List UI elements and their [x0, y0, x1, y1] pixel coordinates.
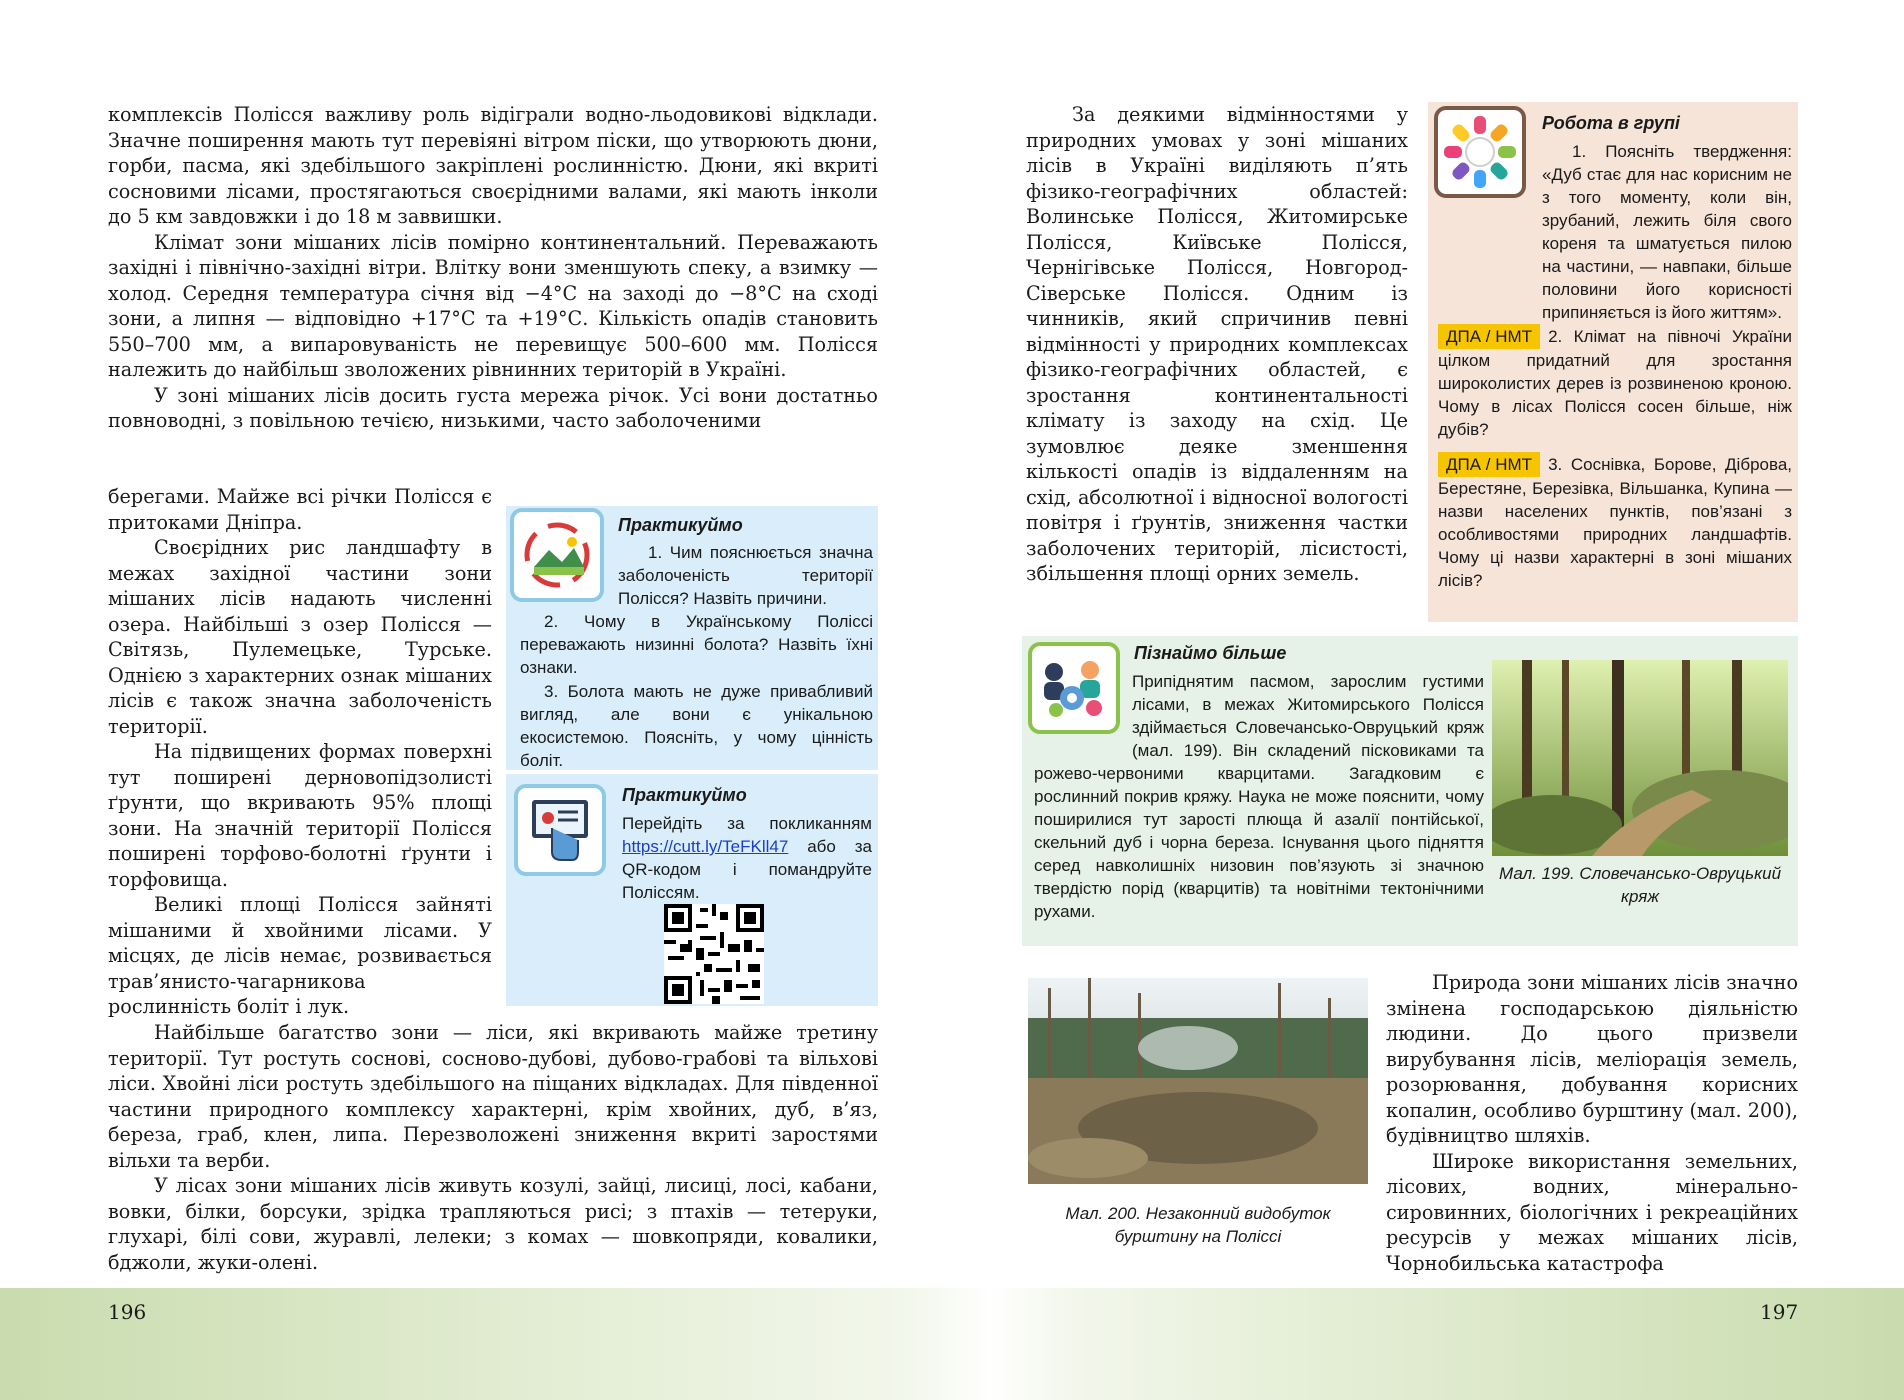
left-text-narrow [108, 484, 492, 1020]
group-work-title: Робота в групі [1542, 113, 1680, 133]
paragraph: комплексів Полісся важливу роль відіграли водно-льодовикові відклади. Значне поширення мають тут перевіяні вітром піски, що утворюють дюни, горби, пасма, які здебільшого закріплені рослинністю. Дюни, які вкриті сосновими лісами, простягаються своєрідними валами, які мають інколи до 5 км завдовжки і до 18 м заввишки. [108, 103, 878, 228]
touch-screen-icon [514, 784, 606, 876]
paragraph: За деякими відмінностями у природних умовах у зоні мішаних лісів в Україні виділяють п’ять фізико-географічних областей: Волинське Полісся, Житомирське Полісся, Київське Полісся, Чернігівське Полісся, Новгород-Сіверське Полісся. Одним із чинників, який спричинив певні відмінності у природних комплексах фізико-географічних областей, є зростання континентальності клімату із заходу на схід. Це зумовлює деяке зменшення кількості опадів із віддаленням на схід, абсолютної і відносної вологості повітря і ґрунтів, зниження частки заболочених територій, лісистості, збільшення площі орних земель. [1026, 103, 1408, 585]
practice-box-2 [506, 774, 878, 1006]
cycle-landscape-icon [510, 508, 604, 602]
practice-title: Практикуймо [622, 785, 747, 805]
paragraph: Широке використання земельних, лісових, водних, мінерально-сировинних, біологічних і рекреаційних ресурсів у межах мішаних лісів, Чорнобильська катастрофа [1386, 1149, 1798, 1275]
photo-199-ridge [1492, 660, 1788, 856]
page-number-left: 196 [108, 1300, 147, 1324]
page-number-right: 197 [1760, 1300, 1799, 1324]
paragraph: У лісах зони мішаних лісів живуть козулі, зайці, лисиці, лосі, кабани, вовки, білки, борсуки, зрідка трапляються рисі; з птахів — тетеруки, глухарі, білі сови, журавлі, лелеки; з комах — шовкопряди, ковалики, бджоли, жуки-олені. [108, 1174, 878, 1274]
hands-circle-icon [1434, 106, 1526, 198]
group-question-3-text: 3. Соснівка, Борове, Діброва, Берестяне, Березівка, Вільшанка, Купина — назви населених пунктів, пов’язані з особливостями природних ландшафтів. Чому ці назви характерні в зоні мішаних лісів? [1438, 455, 1792, 590]
paragraph: Природа зони мішаних лісів значно змінена господарською діяльністю людини. До цього призвели вирубування лісів, меліорація земель, розорювання, добування корисних копалин, особливо бурштину (мал. 200), будівництво шляхів. [1386, 971, 1798, 1147]
paragraph: берегами. Майже всі річки Полісся є притоками Дніпра. [108, 485, 492, 534]
figure-200-caption: Мал. 200. Незаконний видобуток бурштину на Поліссі [1065, 1204, 1331, 1246]
paragraph: Своєрідних рис ландшафту в межах західної частини зони мішаних лісів надають численні озера. Найбільші з озер Полісся — Світязь, Пулемецьке, Турське. Однією з характерних ознак мішаних лісів є також значна заболоченість території. [108, 536, 492, 738]
right-text-bottom [1386, 970, 1798, 1276]
practice-text-after: або за QR-кодом і помандруйте Поліссям. [622, 837, 872, 902]
footer-band [0, 1288, 1904, 1400]
group-question-2 [1438, 324, 1792, 441]
group-question-3 [1438, 452, 1792, 592]
qr-code-icon[interactable] [664, 904, 764, 1004]
group-question-2-text: 2. Клімат на півночі України цілком придатний для зростання широколистих дерев із розвиненою кроною. Чому в лісах Полісся сосен більше, ніж дубів? [1438, 327, 1792, 439]
photo-200-amber-mining [1028, 978, 1368, 1184]
practice-link[interactable]: https://cutt.ly/TeFKll47 [622, 837, 789, 856]
dpa-nmt-badge: ДПА / НМТ [1438, 452, 1540, 477]
left-text-top [108, 102, 878, 434]
paragraph: Великі площі Полісся зайняті мішаними й хвойними лісами. У місцях, де лісів немає, розвивається трав’янисто-чагарникова рослинність боліт і лук. [108, 893, 492, 1018]
paragraph: На підвищених формах поверхні тут поширені дерновопідзолисті ґрунти, що вкривають 95% площі зони. На значній території Полісся поширені торфово-болотні ґрунти і торфовища. [108, 740, 492, 891]
practice-question-3: 3. Болота мають не дуже привабливий вигляд, але вони є унікальною екосистемою. Поясніть, у чому цінність боліт. [520, 682, 873, 770]
practice-question-1: 1. Чим пояснюється значна заболоченість території Полісся? Назвіть причини. [618, 543, 873, 608]
practice-box-1 [506, 506, 878, 770]
group-question-1-start [1542, 140, 1792, 324]
practice-question-2: 2. Чому в Українському Поліссі переважають низинні болота? Назвіть їхні ознаки. [520, 612, 873, 677]
paragraph: У зоні мішаних лісів досить густа мережа річок. Усі вони достатньо повноводні, з повільною течією, низькими, часто заболоченими [108, 383, 878, 432]
learn-more-title: Пізнаймо більше [1134, 643, 1287, 663]
paragraph: Найбільше багатство зони — ліси, які вкривають майже третину території. Тут ростуть соснові, сосново-дубові, дубово-грабові та вільхові ліси. Хвойні ліси ростуть здебільшого на піщаних відкладах. Для південної частини природного комплексу характерні, крім хвойних, дуб, в’яз, береза, граб, клен, липа. Перезволожені зниження вкриті заростями вільхи та верби. [108, 1021, 878, 1172]
left-text-bottom [108, 1020, 878, 1275]
learn-more-text-body: Припіднятим пасмом, зарослим густими лісами, в межах Житомирського Полісся здіймається Словечансько-Овруцький кряж (мал. 199). Він складений пісковиками та рожево-червоними кварцитами. Загадковим є рослинний покрив кряжу. Наука не може пояснити, чому поширилися тут зарості плюща й азалії понтійської, скельний дуб і чорна береза. Існування цього підняття серед навколишніх низовин пов’язують зі значною твердістю порід (кварцитів) та новітніми тектонічними рухами. [1034, 672, 1484, 921]
group-work-box [1428, 102, 1798, 622]
practice-text-before: Перейдіть за покликанням [622, 814, 872, 833]
learn-more-text [1034, 670, 1484, 923]
group-question-1: 1. Поясніть твердження: «Дуб стає для нас корисним не з того моменту, коли він, зрубаний, лежить біля свого кореня та шматується пилою на частини, — навпаки, більше половини його корисності припиняється із його життям». [1542, 142, 1792, 322]
practice-text [622, 812, 872, 904]
right-text-top [1026, 102, 1408, 587]
paragraph: Клімат зони мішаних лісів помірно континентальний. Переважають західні і північно-західні вітри. Влітку вони зменшують спеку, а взимку — холод. Середня температура січня від −4°С на заході до −8°С на сході зони, а липня — відповідно +17°С та +19°С. Кількість опадів становить 550–700 мм, а випаровуваність не перевищує 500–600 мм. Полісся належить до найбільш зволожених рівнинних територій в Україні. [108, 230, 878, 381]
practice-title: Практикуймо [618, 515, 743, 535]
learn-more-box [1022, 636, 1798, 946]
figure-199-caption: Мал. 199. Словечансько-Овруцький кряж [1498, 864, 1782, 906]
dpa-nmt-badge: ДПА / НМТ [1438, 324, 1540, 349]
